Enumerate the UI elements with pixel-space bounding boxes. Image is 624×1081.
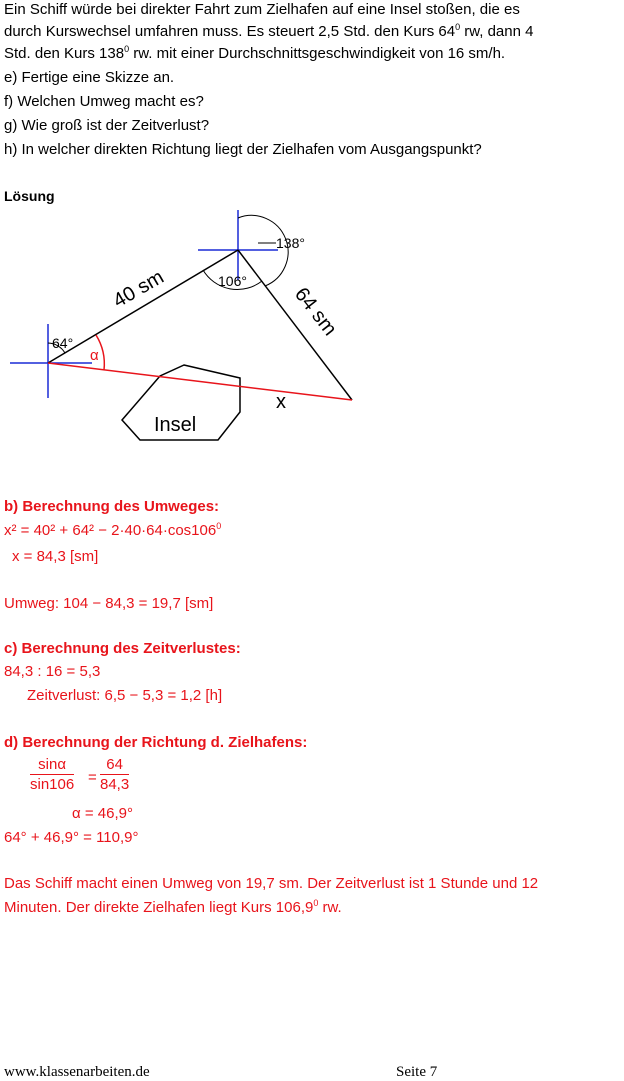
task-e: e) Fertige eine Skizze an.: [4, 69, 175, 86]
problem-line-2: durch Kurswechsel umfahren muss. Es steuert 2,5 Std. den Kurs $64^0$ rw, dann 4: [4, 22, 534, 40]
footer-page-number: Seite 7: [396, 1064, 438, 1080]
label-138: 138°: [276, 235, 305, 251]
label-alpha: α: [90, 347, 99, 364]
fraction-equals: =: [88, 769, 97, 786]
label-64sm: 64 sm: [290, 283, 341, 341]
part-d-heading: d) Berechnung der Richtung d. Zielhafens:: [4, 734, 308, 751]
island-label: Insel: [154, 414, 197, 436]
footer-website: www.klassenarbeiten.de: [4, 1064, 150, 1080]
part-d-alpha: α = 46,9°: [72, 805, 133, 822]
label-106: 106°: [218, 273, 247, 289]
label-64: 64°: [52, 335, 74, 351]
part-d-course: 64° + 46,9° = 110,9°: [4, 829, 139, 846]
label-x: x: [276, 391, 286, 413]
part-b-eq1: $x^2 = 40^2 + 64^2 - 2\cdot 40\cdot 64\cdot\cos 106^0$: [4, 521, 222, 539]
course-sketch: [0, 208, 624, 458]
part-b-detour: Umweg: 104 − 84,3 = 19,7 [sm]: [4, 595, 214, 612]
part-b-heading: b) Berechnung des Umweges:: [4, 498, 220, 515]
task-h: h) In welcher direkten Richtung liegt der Zielhafen vom Ausgangspunkt?: [4, 141, 482, 158]
problem-line-3: Std. den Kurs $138^0$ rw. mit einer Durchschnittsgeschwindigkeit von 16 sm/h.: [4, 44, 506, 62]
solution-heading: Lösung: [4, 188, 55, 204]
part-b-eq2: x = 84,3 [sm]: [12, 548, 99, 565]
task-g: g) Wie groß ist der Zeitverlust?: [4, 117, 210, 134]
fraction-sin: $\frac{\sin\alpha}{\sin 106}$: [30, 756, 75, 793]
conclusion-line-1: Das Schiff macht einen Umweg von 19,7 sm. Der Zeitverlust ist 1 Stunde und 12: [4, 875, 539, 892]
conclusion-line-2: Minuten. Der direkte Zielhafen liegt Kurs 106,9$^0$ rw.: [4, 898, 342, 916]
leg-40sm: [48, 250, 238, 363]
fraction-sides: $\frac{64}{84,3}$: [100, 756, 130, 793]
problem-line-1: Ein Schiff würde bei direkter Fahrt zum Zielhafen auf eine Insel stoßen, die es: [4, 1, 520, 18]
label-40sm: 40 sm: [109, 266, 168, 313]
part-c-heading: c) Berechnung des Zeitverlustes:: [4, 640, 241, 657]
part-c-eq1: 84,3 : 16 = 5,3: [4, 663, 101, 680]
task-f: f) Welchen Umweg macht es?: [4, 93, 204, 110]
part-c-eq2: Zeitverlust: 6,5 − 5,3 = 1,2 [h]: [27, 687, 223, 704]
